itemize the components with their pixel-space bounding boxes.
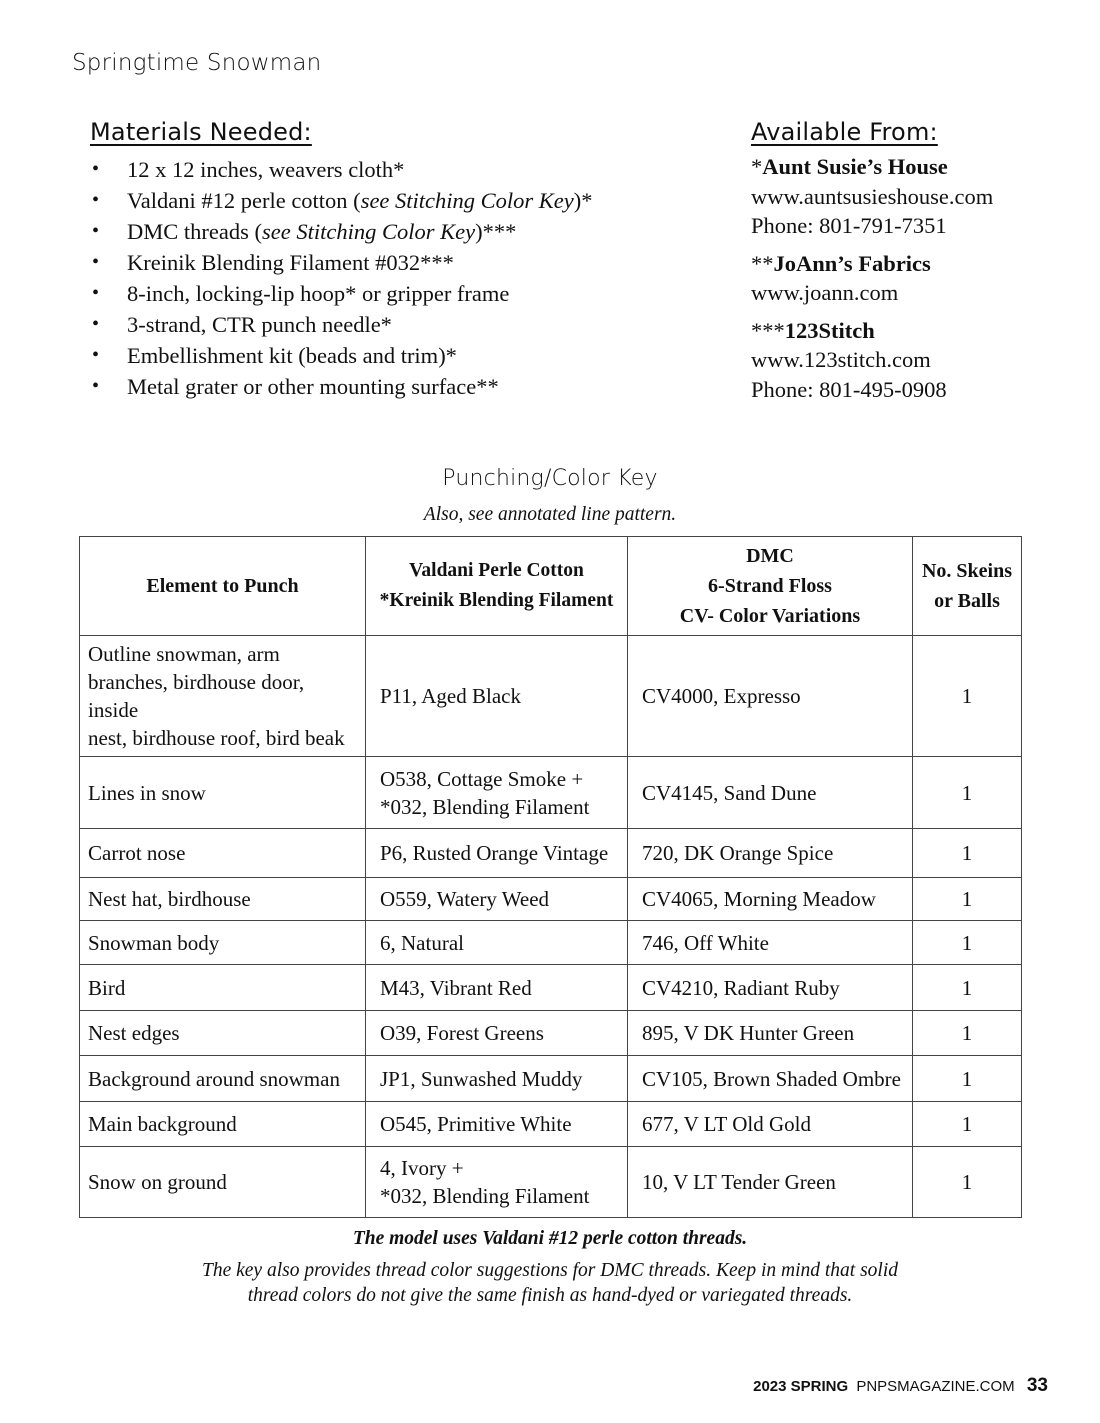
color-key-subtitle: Also, see annotated line pattern. (423, 504, 677, 525)
cell-valdani: P11, Aged Black (366, 636, 628, 757)
vendor-123stitch (751, 316, 1081, 405)
color-key-table (79, 536, 1022, 1218)
header-quantity: No. Skeins or Balls (913, 537, 1022, 636)
footer-issue: 2023 SPRING (753, 1378, 849, 1395)
cell-valdani: O538, Cottage Smoke + *032, Blending Filament (366, 757, 628, 829)
cell-valdani: O559, Watery Weed (366, 878, 628, 921)
materials-heading: Materials Needed: (90, 118, 312, 146)
materials-list (90, 154, 710, 402)
cell-dmc: CV105, Brown Shaded Ombre (628, 1056, 913, 1102)
dmc-note: The key also provides thread color suggestions for DMC threads. Keep in mind that solid thread colors do not give the same finish as hand-dyed or variegated threads. (202, 1260, 898, 1306)
vendor-mark: *** (751, 317, 785, 343)
vendor-name: 123Stitch (784, 317, 875, 343)
cell-valdani: O39, Forest Greens (366, 1011, 628, 1056)
cell-element: Outline snowman, arm branches, birdhouse door, inside nest, birdhouse roof, bird beak (80, 636, 366, 757)
cell-element: Snow on ground (80, 1147, 366, 1218)
page-footer (753, 1374, 1048, 1399)
materials-section (90, 116, 710, 402)
table-row (80, 636, 1022, 757)
table-row (80, 1147, 1022, 1218)
table-row (80, 1056, 1022, 1102)
material-item: • 12 x 12 inches, weavers cloth* (90, 154, 710, 185)
cell-quantity: 1 (913, 965, 1022, 1011)
table-row (80, 757, 1022, 829)
table-row (80, 878, 1022, 921)
vendor-phone: Phone: 801-495-0908 (751, 376, 947, 402)
vendor-name: JoAnn’s Fabrics (773, 250, 931, 276)
cell-quantity: 1 (913, 757, 1022, 829)
cell-quantity: 1 (913, 829, 1022, 878)
material-item: • Metal grater or other mounting surface** (90, 371, 710, 402)
cell-element: Carrot nose (80, 829, 366, 878)
footer-site: PNPSMAGAZINE.COM (856, 1378, 1015, 1395)
vendor-url[interactable]: www.123stitch.com (751, 347, 931, 372)
vendor-mark: * (751, 154, 763, 179)
material-item: • 3-strand, CTR punch needle* (90, 309, 710, 340)
color-key-title: Punching/Color Key (442, 466, 658, 491)
table-row (80, 1102, 1022, 1147)
cell-dmc: 746, Off White (628, 921, 913, 965)
color-key-section (79, 462, 1021, 1308)
table-row (80, 1011, 1022, 1056)
header-valdani: Valdani Perle Cotton *Kreinik Blending Filament (366, 537, 628, 636)
cell-element: Snowman body (80, 921, 366, 965)
cell-quantity: 1 (913, 921, 1022, 965)
cell-dmc: 895, V DK Hunter Green (628, 1011, 913, 1056)
cell-valdani: P6, Rusted Orange Vintage (366, 829, 628, 878)
material-item: • DMC threads (see Stitching Color Key)*** (90, 216, 710, 247)
vendor-joanns (751, 249, 1081, 308)
cell-dmc: 720, DK Orange Spice (628, 829, 913, 878)
cell-valdani: 6, Natural (366, 921, 628, 965)
material-item: • Kreinik Blending Filament #032*** (90, 247, 710, 278)
page-number: 33 (1026, 1375, 1048, 1396)
table-row (80, 921, 1022, 965)
cell-dmc: CV4145, Sand Dune (628, 757, 913, 829)
material-item: • 8-inch, locking-lip hoop* or gripper frame (90, 278, 710, 309)
cell-quantity: 1 (913, 1102, 1022, 1147)
cell-element: Background around snowman (80, 1056, 366, 1102)
cell-element: Lines in snow (80, 757, 366, 829)
cell-element: Nest edges (80, 1011, 366, 1056)
header-dmc: DMC 6-Strand Floss CV- Color Variations (628, 537, 913, 636)
cell-valdani: 4, Ivory + *032, Blending Filament (366, 1147, 628, 1218)
notes-section (79, 1226, 1021, 1308)
vendor-mark: ** (751, 250, 774, 276)
cell-dmc: 677, V LT Old Gold (628, 1102, 913, 1147)
model-note: The model uses Valdani #12 perle cotton threads. (352, 1228, 748, 1249)
table-body (80, 636, 1022, 1218)
available-from-section (751, 116, 1081, 412)
cell-element: Nest hat, birdhouse (80, 878, 366, 921)
cell-dmc: CV4210, Radiant Ruby (628, 965, 913, 1011)
cell-quantity: 1 (913, 1011, 1022, 1056)
cell-dmc: 10, V LT Tender Green (628, 1147, 913, 1218)
material-item: • Embellishment kit (beads and trim)* (90, 340, 710, 371)
cell-dmc: CV4000, Expresso (628, 636, 913, 757)
cell-dmc: CV4065, Morning Meadow (628, 878, 913, 921)
vendor-url[interactable]: www.joann.com (751, 280, 899, 305)
cell-valdani: O545, Primitive White (366, 1102, 628, 1147)
material-item: • Valdani #12 perle cotton (see Stitching Color Key)* (90, 185, 710, 216)
cell-quantity: 1 (913, 878, 1022, 921)
table-row (80, 965, 1022, 1011)
header-element: Element to Punch (80, 537, 366, 636)
table-header-row (80, 537, 1022, 636)
cell-valdani: JP1, Sunwashed Muddy (366, 1056, 628, 1102)
vendor-name: Aunt Susie’s House (762, 154, 948, 179)
vendor-phone: Phone: 801-791-7351 (751, 213, 947, 238)
vendor-url[interactable]: www.auntsusieshouse.com (751, 183, 994, 209)
cell-element: Main background (80, 1102, 366, 1147)
cell-quantity: 1 (913, 636, 1022, 757)
vendor-aunt-susies (751, 152, 1081, 241)
cell-quantity: 1 (913, 1147, 1022, 1218)
cell-valdani: M43, Vibrant Red (366, 965, 628, 1011)
cell-element: Bird (80, 965, 366, 1011)
page-title: Springtime Snowman (72, 50, 322, 76)
cell-quantity: 1 (913, 1056, 1022, 1102)
table-row (80, 829, 1022, 878)
available-heading: Available From: (751, 118, 938, 146)
